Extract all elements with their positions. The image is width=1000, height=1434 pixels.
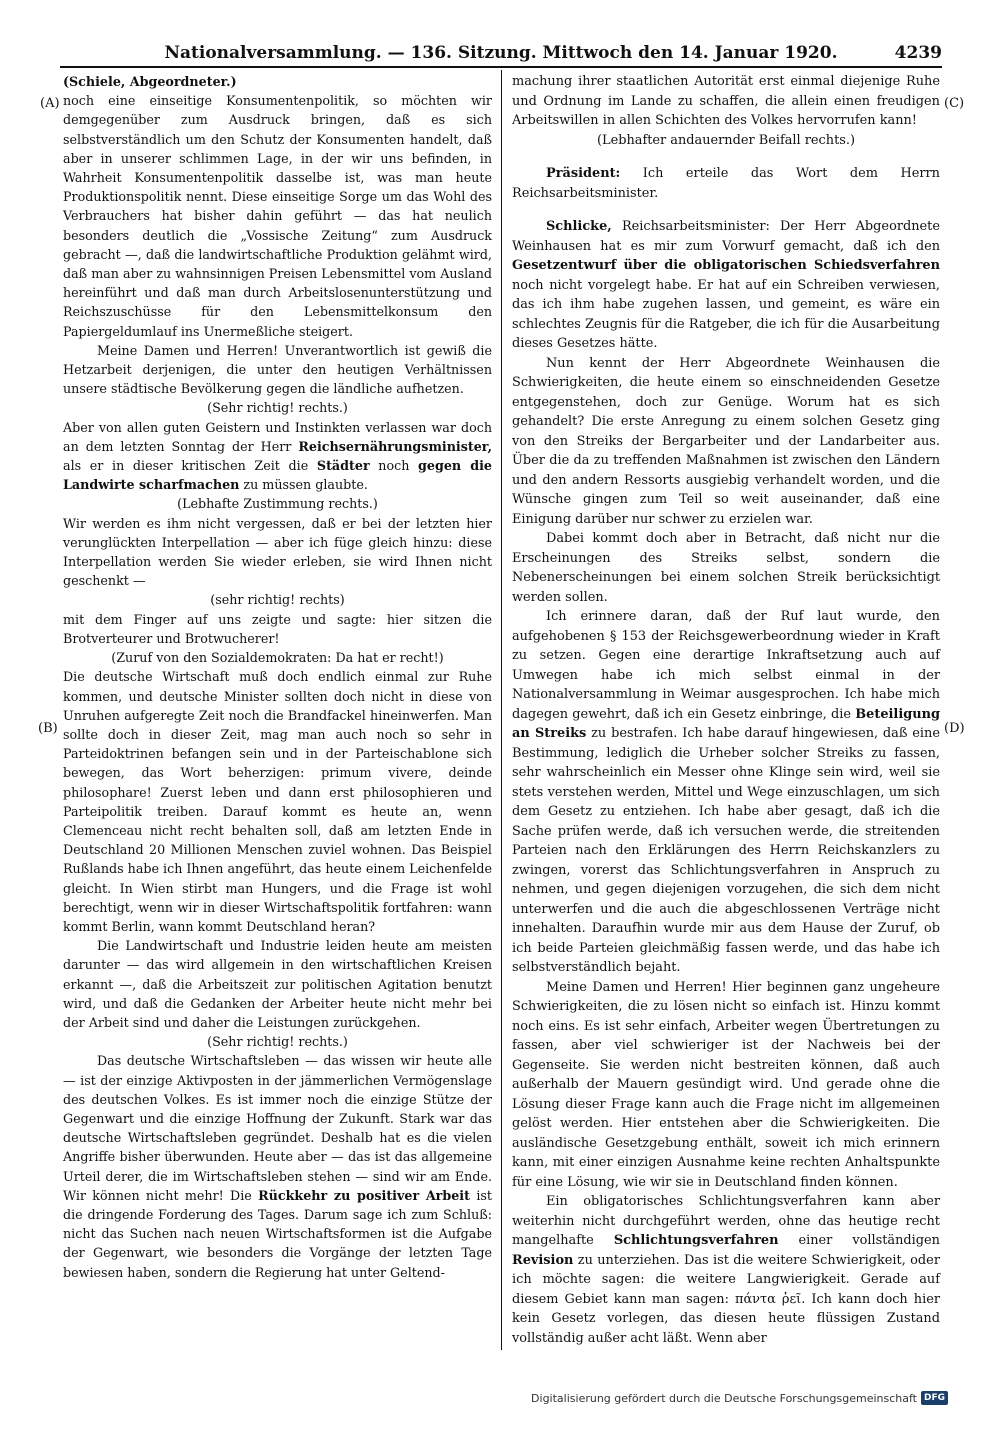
column-divider [501, 70, 502, 1350]
margin-marker-b: (B) [38, 721, 58, 736]
margin-marker-c: (C) [944, 96, 965, 111]
page-number: 4239 [894, 43, 942, 63]
president-statement: Präsident: Ich erteile das Wort dem Herrn Reichsarbeitsminister. [512, 166, 940, 201]
interjection: (Lebhafter andauernder Beifall rechts.) [596, 132, 855, 148]
paragraph: Die Landwirtschaft und Industrie leiden heute am meisten darunter — das wird allgemein in den wirtschaftlichen Kreisen erkannt —, daß die Arbeitszeit zur politischen Agitation benutzt wird, und daß die Gedanken der Arbeiter heute nicht mehr bei der Arbeit sind und daher die Leistungen zurückgehen. [63, 938, 492, 1030]
left-column [63, 72, 492, 1282]
header-rule [60, 66, 942, 68]
margin-marker-d: (D) [944, 721, 965, 736]
paragraph: Meine Damen und Herren! Hier beginnen ganz ungeheure Schwierigkeiten, die zu lösen nicht so einfach ist. Hinzu kommt noch eins. Es ist sehr einfach, Arbeiter wegen Übertretungen zu fassen, aber viel schwieriger ist der Nachweis bei der Gegenseite. Sie werden nicht bestreiten können, daß auch außerhalb der Mauern gesündigt wird. Und gerade ohne die Lösung dieser Frage kann auch die Frage nicht im allgemeinen gelöst werden. Hier entstehen aber die Schwierigkeiten. Die ausländische Gesetzgebung enthält, soweit ich mich erinnern kann, mit einer einzigen Ausnahme keine rechten Anhaltspunkte für eine Lösung, wie wir sie in Deutschland finden können. [512, 979, 940, 1190]
paragraph: Meine Damen und Herren! Unverantwortlich ist gewiß die Hetzarbeit derjenigen, die unter den heutigen Verhältnissen unsere städtische Bevölkerung gegen die ländliche aufhetzen. [63, 342, 492, 397]
paragraph: Die deutsche Wirtschaft muß doch endlich einmal zur Ruhe kommen, und deutsche Minister sollten doch nicht in diese von Unruhen aufgeregte Zeit noch die Brandfackel hineinwerfen. Man sollte doch in dieser Zeit, mag man auch noch so sehr in Parteidoktrinen befangen sein und in der Parteischablone sich bewegen, das Wort beherzigen: primum vivere, deinde philosophare! Zuerst leben und dann erst philosophieren und Parteipolitik treiben. Darauf kommt es heute an, wenn Clemenceau nicht recht behalten soll, daß am letzten Ende in Deutschland 20 Millionen Menschen zuviel wohnen. Das Beispiel Rußlands habe ich Ihnen angeführt, das heute einem Leichenfelde gleicht. In Wien stirbt man Hungers, und die Frage ist wohl berechtigt, wenn wir in dieser Wirtschaftspolitik fortfahren: wann kommt Berlin, wann kommt Deutschland heran? [63, 669, 492, 934]
interjection: (Sehr richtig! rechts.) [207, 1034, 348, 1050]
footer-credit [531, 1391, 948, 1405]
speaker-name: Schlicke, [546, 219, 612, 234]
speaker-role: Reichsarbeitsminister: [621, 219, 770, 234]
paragraph: Aber von allen guten Geistern und Instinkten verlassen war doch an dem letzten Sonntag der Herr Reichsernährungsminister, als er in dieser kritischen Zeit die Städter noch gegen die Landwirte scharfmachen zu müssen glaubte. [63, 419, 492, 493]
speech-start: Schlicke, Reichsarbeitsminister: Der Herr Abgeordnete Weinhausen hat es mir zum Vorwurf gemacht, daß ich den Gesetzentwurf über die obligatorischen Schiedsverfahren noch nicht vorgelegt habe. Er hat auf ein Schreiben verwiesen, das ich ihm habe zugehen lassen, und gemeint, es wäre ein schlechtes Zeugnis für die Ratgeber, die ich für die Ausarbeitung dieses Gesetzes hätte. [512, 219, 940, 351]
interjection: (Sehr richtig! rechts.) [207, 400, 348, 416]
footer-text: Digitalisierung gefördert durch die Deutsche Forschungsgemeinschaft [531, 1391, 917, 1405]
president-label: Präsident: [546, 166, 621, 181]
interjection: (Lebhafte Zustimmung rechts.) [177, 496, 378, 512]
dfg-logo-icon: DFG [921, 1391, 948, 1405]
paragraph: Das deutsche Wirtschaftsleben — das wissen wir heute alle — ist der einzige Aktivposten in der jämmerlichen Vermögenslage des deutschen Volkes. Es ist immer noch die einzige Stütze der Gegenwart und die einzige Hoffnung der Zukunft. Stark war das deutsche Wirtschaftsleben gegründet. Deshalb hat es die vielen Angriffe bisher überwunden. Heute aber — das ist das allgemeine Urteil derer, die im Wirtschaftsleben stehen — sind wir am Ende. Wir können nicht mehr! Die Rückkehr zu positiver Arbeit ist die dringende Forderung des Tages. Darum sage ich zum Schluß: nicht das Suchen nach neuen Wirtschaftsformen ist die Aufgabe der Gegenwart, wie besonders die Vorgänge der letzten Tage bewiesen haben, sondern die Regierung hat unter Geltend- [63, 1053, 492, 1280]
paragraph: Wir werden es ihm nicht vergessen, daß er bei der letzten hier verunglückten Interpellation — aber ich füge gleich hinzu: diese Interpellation werden Sie wieder erleben, sie wird Ihnen nicht geschenkt — [63, 515, 492, 589]
paragraph: noch eine einseitige Konsumentenpolitik, so möchten wir demgegenüber zum Ausdruck bringen, daß es sich selbstverständlich um den Schutz der Konsumenten handelt, daß aber in unserer schlimmen Lage, in der wir uns befinden, in Wahrheit Konsumentenpolitik dasselbe ist, was man heute Produktionspolitik nennt. Diese einseitige Sorge um das Wohl des Verbrauchers hat bisher dahin geführt — das hat neulich besonders deutlich die „Vossische Zeitung“ zum Ausdruck gebracht —, daß die landwirtschaftliche Produktion gelähmt wird, daß man aber zu wahnsinnigen Preisen Lebensmittel vom Ausland hereinführt und daß man durch Arbeitslosenunterstützung und Reichszuschüsse für den Lebensmittelkonsum den Papiergeldumlauf ins Unermeßliche steigert. [63, 93, 492, 339]
paragraph: Nun kennt der Herr Abgeordnete Weinhausen die Schwierigkeiten, die heute einem so einschneidenden Gesetze entgegenstehen, doch zur Genüge. Worum hat es sich gehandelt? Die erste Anregung zu einem solchen Gesetz ging von den Streiks der Bergarbeiter und der Landarbeiter aus. Über die da zu treffenden Maßnahmen ist zwischen den Ländern und den andern Ressorts ausgiebig verhandelt worden, und die Wünsche gingen zum Teil so weit auseinander, daß eine Einigung darüber nur schwer zu erzielen war. [512, 355, 940, 527]
speaker-note: (Schiele, Abgeordneter.) [63, 74, 237, 89]
paragraph: mit dem Finger auf uns zeigte und sagte: hier sitzen die Brotverteurer und Brotwucherer! [63, 611, 492, 646]
paragraph: Dabei kommt doch aber in Betracht, daß nicht nur die Erscheinungen des Streiks selbst, sondern die Nebenerscheinungen bei einem solchen Streik berücksichtigt werden sollen. [512, 531, 940, 605]
margin-marker-a: (A) [40, 96, 60, 111]
paragraph: Ich erinnere daran, daß der Ruf laut wurde, den aufgehobenen § 153 der Reichsgewerbeordnung wieder in Kraft zu setzen. Gegen eine derartige Inkraftsetzung auch auf Umwegen habe ich mich selbst einmal in der Nationalversammlung in Weimar ausgesprochen. Ich habe mich dagegen gewehrt, daß ich ein Gesetz einbringe, die Beteiligung an Streiks zu bestrafen. Ich habe darauf hingewiesen, daß eine Bestimmung, lediglich die Urheber solcher Streiks zu fassen, sehr wahrscheinlich ein Messer ohne Klinge sein wird, weil sie stets verstehen werden, Mittel und Wege einzuschlagen, um sich dem Gesetz zu entziehen. Ich habe aber gesagt, daß ich die Sache prüfen werde, daß ich versuchen werde, die streitenden Parteien nach den Erklärungen des Herrn Reichskanzlers zu zwingen, vorerst das Schlichtungsverfahren in Anspruch zu nehmen, und gegen diejenigen vorzugehen, die sich dem nicht unterwerfen und die auch die abgeschlossenen Verträge nicht innehalten. Daraufhin wurde mir aus dem Hause der Zuruf, ob ich beide Parteien gleichmäßig fassen werde, und das habe ich selbstverständlich bejaht. [512, 609, 940, 975]
paragraph: Ein obligatorisches Schlichtungsverfahren kann aber weiterhin nicht durchgeführt werden, ohne das heutige recht mangelhafte Schlichtungsverfahren einer vollständigen Revision zu unterziehen. Das ist die weitere Schwierigkeit, oder ich möchte sagen: die weitere Langwierigkeit. Gerade auf diesem Gebiet kann man sagen: πάντα ῥεῖ. Ich kann doch hier kein Gesetz vorlegen, das diesen heute flüssigen Zustand vollständig außer acht läßt. Wenn aber [512, 1194, 940, 1346]
interjection: (Zuruf von den Sozialdemokraten: Da hat er recht!) [111, 650, 444, 666]
paragraph: machung ihrer staatlichen Autorität erst einmal diejenige Ruhe und Ordnung im Lande zu schaffen, die allein einen freudigen Arbeitswillen in allen Schichten des Volkes hervorrufen kann! [512, 74, 940, 128]
interjection: (sehr richtig! rechts) [210, 592, 345, 608]
header-title: Nationalversammlung. — 136. Sitzung. Mittwoch den 14. Januar 1920. [164, 43, 838, 63]
right-column [512, 72, 940, 1348]
page-header [60, 40, 942, 66]
